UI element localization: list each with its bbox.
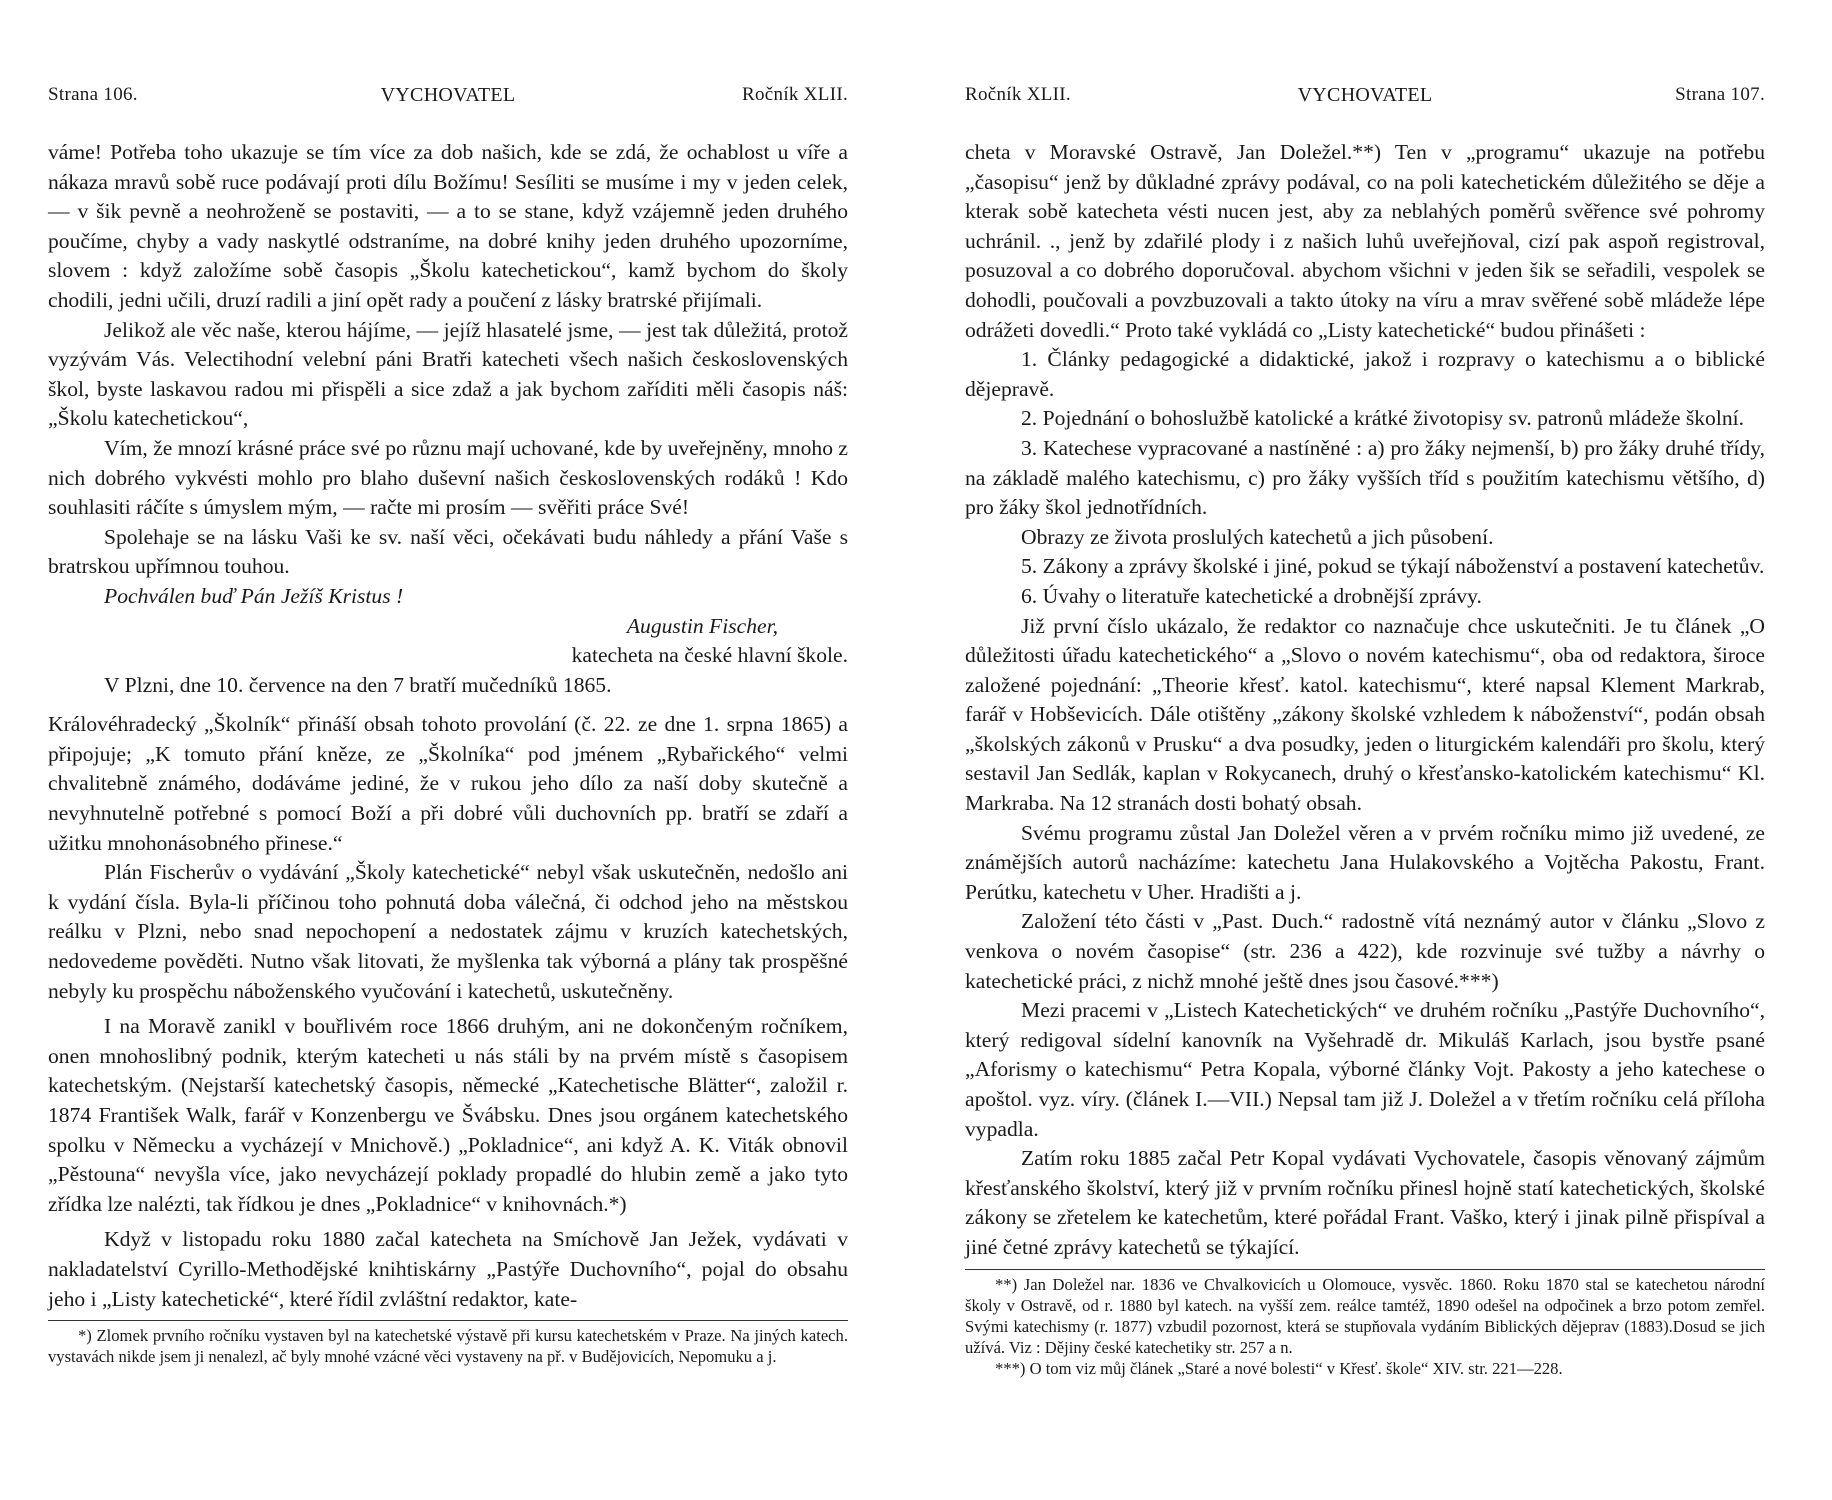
- left-page-number: Strana 106.: [48, 84, 138, 105]
- paragraph: Když v listopadu roku 1880 začal katecheta na Smíchově Jan Ježek, vydávati v nakladatelství Cyrillo-Methodějské knihtiskárny „Pastýře Duchovního“, pojal do obsahu jeho i „Listy katechetické“, které řídil zvláštní redaktor, kate-: [48, 1227, 848, 1311]
- paragraph: I na Moravě zanikl v bouřlivém roce 1866 druhým, ani ne dokončeným ročníkem, onen mnohoslibný podnik, kterým katecheti u nás stáli by na prvém místě s časopisem katechetským. (Nejstarší katechetský časopis, německé „Katechetische Blätter“, založil r. 1874 František Walk, farář v Konzenbergu ve Švábsku. Dnes jsou orgánem katechetského spolku v Německu a vycházejí v Mnichově.) „Pokladnice“, ani když A. K. Viták obnovil „Pěstouna“ nevyšla více, jako nevycházejí poklady propadlé do hlubin země a jako tyto zřídka lze nalézti, tak řídkou je dnes „Pokladnice“ v knihovnách.*): [48, 1014, 848, 1216]
- footnote: ***) O tom viz můj článek „Staré a nové bolesti“ v Křesť. škole“ XIV. str. 221—228.: [995, 1358, 1563, 1378]
- signature-name: Augustin Fischer,: [626, 613, 778, 638]
- footnote: **) Jan Doležel nar. 1836 ve Chvalkovicích u Olomouce, vysvěc. 1860. Roku 1870 stal se katechetou národní školy v Ostravě, od r. 1880 byl katech. na vyšší zem. reálce tamtéž, 1890 odešel na odpočinek a brzo potom zemřel. Svými katechismy (r. 1877) vzbudil pozornost, která se stupňovala vydáním Biblických dějeprav (1883).Dosud se jich užívá. Viz : Dějiny české katechetiky str. 257 a n.: [965, 1274, 1765, 1357]
- paragraph: Založení této části v „Past. Duch.“ radostně vítá neznámý autor v článku „Slovo z venkova o novém časopise“ (str. 236 a 422), kde rozvinuje své tužby a návrhy o katechetické práci, z nichž mnohé ještě dnes jsou časové.***): [965, 909, 1765, 993]
- closing-salutation: Pochválen buď Pán Ježíš Kristus !: [104, 583, 404, 608]
- right-journal-title: VYCHOVATEL: [1297, 84, 1433, 106]
- list-item: 6. Úvahy o literatuře katechetické a drobnější zprávy.: [1021, 583, 1482, 608]
- paragraph: Královéhradecký „Školník“ přináší obsah tohoto provolání (č. 22. ze dne 1. srpna 1865) a připojuje; „K tomuto přání kněze, ze „Školníka“ pod jménem „Rybařického“ velmi chvalitebně známého, dodáváme jediné, že v rukou jeho dílo za naší doby skutečně a nevyhnutelně potřebné s pomocí Boží a při dobré vůli duchovních pp. bratří se zdaří a užitku mnohonásobného přinese.“: [48, 712, 848, 855]
- right-body-text: [965, 138, 1765, 1263]
- list-item: 1. Články pedagogické a didaktické, jakož i rozpravy o katechismu a o biblické dějepravě.: [965, 347, 1765, 401]
- footnote: *) Zlomek prvního ročníku vystaven byl na katechetské výstavě při kursu katechetském v Praze. Na jiných katech. vystavách nikde jsem ji nenalezl, ač byly mnohé vzácné věci vystaveny na př. v Budějovicích, Nepomuku a j.: [48, 1326, 848, 1367]
- list-item: 5. Zákony a zprávy školské i jiné, pokud se týkají náboženství a postavení katechetův.: [1021, 554, 1765, 579]
- left-running-head: [48, 84, 848, 124]
- paragraph: Mezi pracemi v „Listech Katechetických“ ve druhém ročníku „Pastýře Duchovního“, který redigoval sídelní kanovník na Vyšehradě dr. Mikuláš Karlach, jsou bystře psané „Aforismy o katechismu“ Petra Kopala, výborné články Vojt. Pakosty a jeho katechese o apoštol. vyz. víry. (článek I.—VII.) Nepsal tam již J. Doležel a v třetím ročníku celá příloha vypadla.: [965, 998, 1765, 1141]
- place-date: V Plzni, dne 10. července na den 7 bratří mučedníků 1865.: [104, 672, 612, 697]
- signature-title: katecheta na české hlavní škole.: [571, 643, 848, 668]
- paragraph: Zatím roku 1885 začal Petr Kopal vydávati Vychovatele, časopis věnovaný zájmům křesťanského školství, který již v prvním ročníku přinesl hojně statí katechetických, školské zákony se zřetelem ke katechetům, které pořádal Frant. Vaško, který i jinak pilně přispíval a jiné četné zprávy katechetů se týkající.: [965, 1146, 1765, 1259]
- right-footnotes: [965, 1269, 1765, 1379]
- paragraph: cheta v Moravské Ostravě, Jan Doležel.**) Ten v „programu“ ukazuje na potřebu „časopisu“ jenž by důkladné zprávy podával, co na poli katechetickém důležitého se děje a kterak sobě katecheta vésti nucen jest, aby za neblahých poměrů svěřence své pohromy uchránil. ., jenž by zdařilé plody i z našich luhů uveřejňoval, cizí pak aspoň registroval, posuzoval a co dobrého doporučoval. abychom všichni v jeden šik se seřadili, vespolek se dohodli, poučovali a povzbuzovali a takto útoky na víru a mrav svěřené sobě mládeže lépe odrážeti dovedli.“ Proto také vykládá co „Listy katechetické“ budou přinášeti :: [965, 140, 1765, 342]
- left-volume: Ročník XLII.: [742, 84, 848, 105]
- paragraph: váme! Potřeba toho ukazuje se tím více za dob našich, kde se zdá, že ochablost u víře a nákaza mravů sobě ruce podávají proti dílu Božímu! Sesíliti se musíme i my v jeden celek, — v šik pevně a neohroženě se postaviti, — a to se stane, když vzájemně jeden druhého poučíme, chyby a vady naskytlé odstraníme, na dobré knihy jeden druhého upozorníme, slovem : když založíme sobě časopis „Školu katechetickou“, kamž bychom do školy chodili, jedni učili, druzí radili a jiní opět rady a poučení z lásky bratrské přijímali.: [48, 140, 848, 312]
- right-page: [965, 0, 1765, 1379]
- paragraph: Jelikož ale věc naše, kterou hájíme, — jejíž hlasatelé jsme, — jest tak důležitá, protož vyzývám Vás. Velectihodní velební páni Bratři katecheti všech našich československých škol, byste laskavou radou mi přispěli a sice zdaž a jak bychom zaříditi měli časopis náš: „Školu katechetickou“,: [48, 317, 848, 431]
- list-item: 2. Pojednání o bohoslužbě katolické a krátké životopisy sv. patronů mládeže školní.: [1021, 406, 1745, 431]
- paragraph: Plán Fischerův o vydávání „Školy katechetické“ nebyl však uskutečněn, nedošlo ani k vydání čísla. Byla-li příčinou toho pohnutá doba válečná, či odchod jeho na městskou reálku v Plzni, nebo snad nepochopení a nedostatek zájmu v kruzích katechetských, nedovedeme pověděti. Nutno však litovati, že myšlenka tak výborná a plány tak prospěšné nebyly ku prospěchu náboženského vyučování i katechetů, uskutečněny.: [48, 860, 848, 1003]
- right-running-head: [965, 84, 1765, 124]
- right-volume: Ročník XLII.: [965, 84, 1071, 105]
- left-page: [48, 0, 848, 1367]
- list-item: 3. Katechese vypracované a nastíněné : a) pro žáky nejmenší, b) pro žáky druhé třídy, na základě malého katechismu, c) pro žáky vyšších tříd s použitím katechismu většího, d) pro žáky škol jednotřídních.: [965, 435, 1765, 520]
- right-page-number: Strana 107.: [1675, 84, 1765, 105]
- left-journal-title: VYCHOVATEL: [380, 84, 516, 106]
- paragraph: Vím, že mnozí krásné práce své po různu mají uchované, kde by uveřejněny, mnoho z nich dobrého vykvésti mohlo pro blaho duševní našich československých rodáků ! Kdo souhlasiti ráčíte s úmyslem mým, — račte mi prosím — svěřiti práce Své!: [48, 435, 848, 520]
- paragraph: Svému programu zůstal Jan Doležel věren a v prvém ročníku mimo již uvedené, ze známějších autorů nacházíme: katechetu Jana Hulakovského a Vojtěcha Pakostu, Frant. Perútku, katechetu v Uher. Hradišti a j.: [965, 820, 1765, 904]
- paragraph: Spolehaje se na lásku Vaši ke sv. naší věci, očekávati budu náhledy a přání Vaše s bratrskou upřímnou touhou.: [48, 524, 848, 579]
- list-item: Obrazy ze života proslulých katechetů a jich působení.: [1021, 524, 1494, 549]
- left-footnotes: [48, 1320, 848, 1367]
- left-body-text: [48, 138, 848, 1314]
- paragraph: Již první číslo ukázalo, že redaktor co naznačuje chce uskutečniti. Je tu článek „O důležitosti úřadu katechetického“ a „Slovo o novém katechismu“, oba od redaktora, široce založené pojednání: „Theorie křesť. katol. katechismu“, které napsal Klement Markrab, farář v Hobševicích. Dále otištěny „zákony školské vzhledem k náboženství“, podán obsah „školských zákonů v Prusku“ a dva posudky, jeden o liturgickém kalendáři pro školu, který sestavil Jan Sedlák, kaplan v Rokycanech, druhý o křesťansko-katolickém katechismu“ Kl. Markraba. Na 12 stranách dosti bohatý obsah.: [965, 613, 1765, 816]
